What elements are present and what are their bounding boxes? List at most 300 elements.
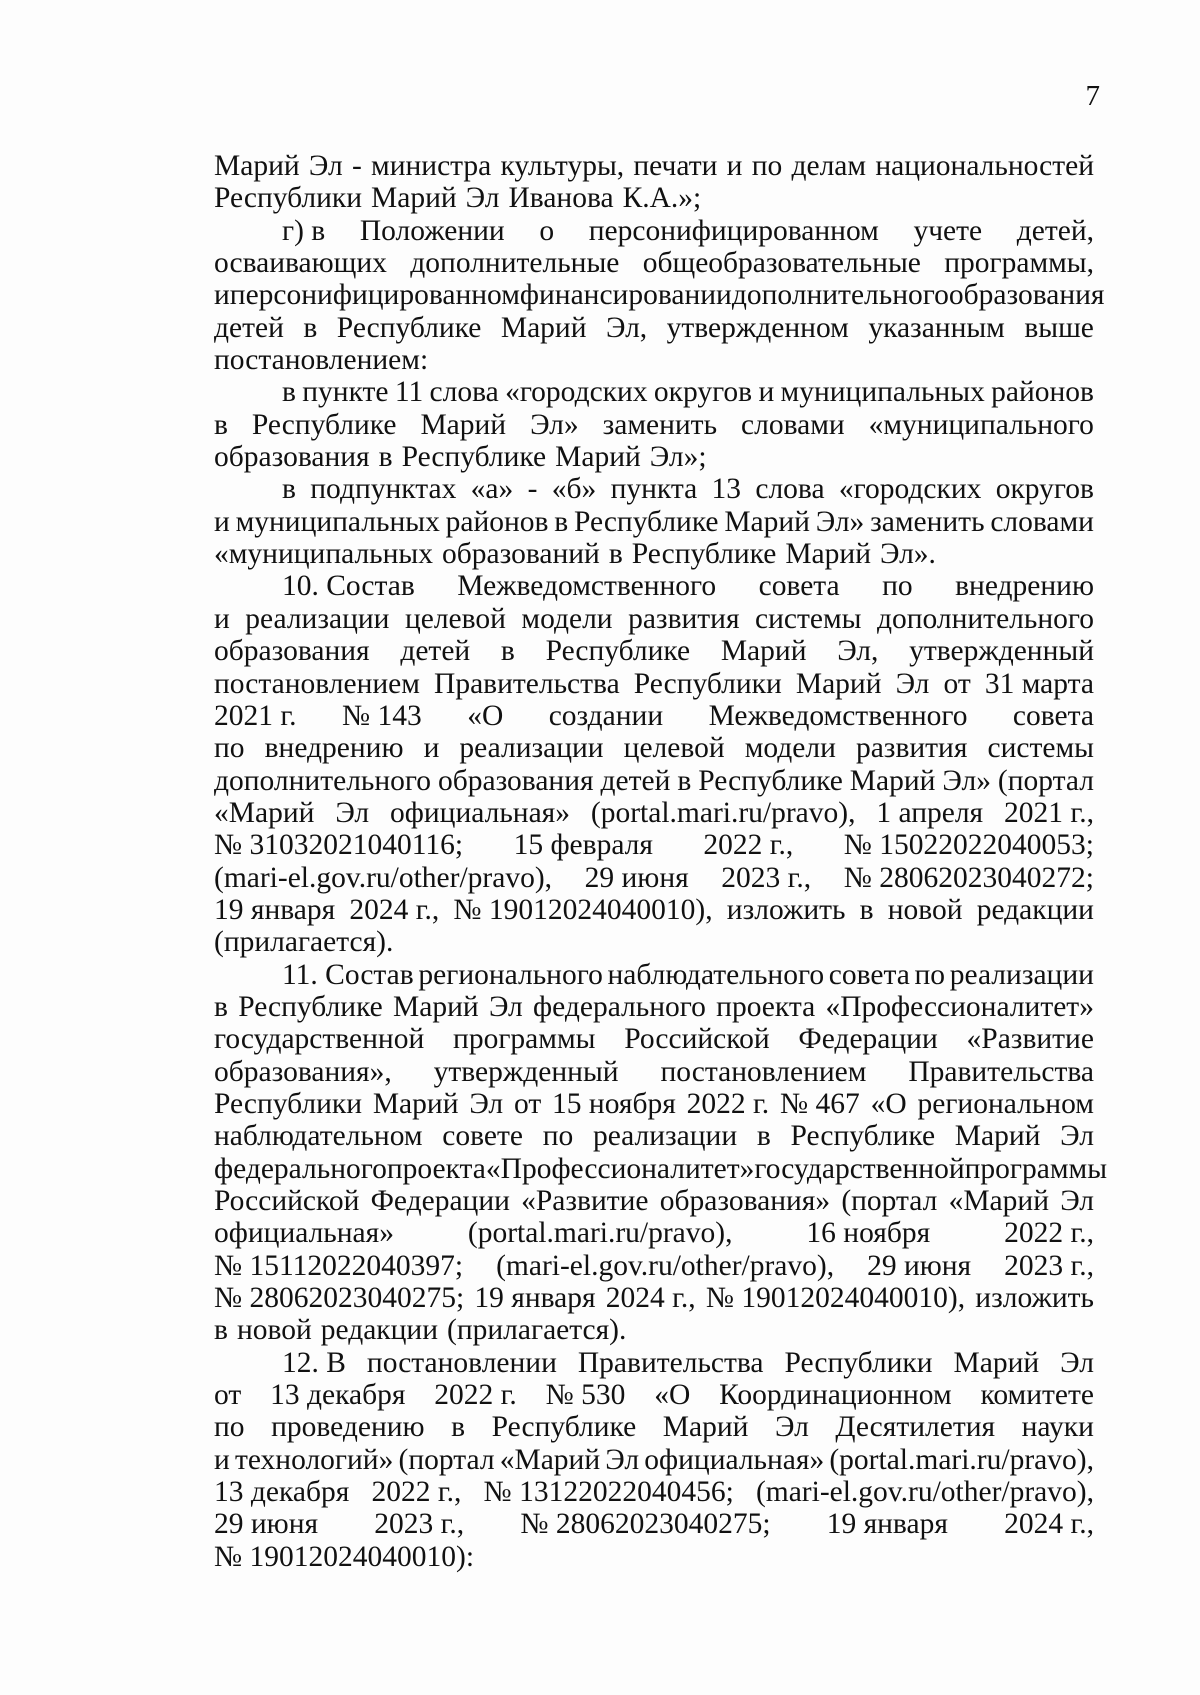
text-word: Эл [1060, 1120, 1094, 1153]
text-line [214, 1185, 1094, 1217]
text-word: проекта [386, 1152, 486, 1185]
text-word: округов [653, 376, 753, 409]
text-word: № 19012024040010), [453, 893, 713, 926]
text-word: Иванова [508, 182, 614, 215]
text-word: (mari-el.gov.ru/other/pravo), [496, 1249, 835, 1282]
text-word: постановлением [214, 667, 420, 700]
text-word: «а» [470, 473, 514, 506]
text-word: от [943, 667, 971, 700]
text-word: по [914, 958, 946, 991]
text-word: в [451, 1411, 466, 1444]
text-word: образования [948, 279, 1105, 312]
text-word: 13 [711, 473, 742, 506]
text-word: словами [990, 505, 1094, 538]
text-word: Эл» [942, 764, 991, 797]
text-word: Марий [795, 667, 882, 700]
text-word: учете [913, 214, 983, 247]
text-word: по [882, 570, 913, 603]
text-word: редакции [320, 1314, 439, 1347]
text-word: и [423, 732, 440, 765]
text-line [214, 538, 1094, 570]
text-word: осваивающих [214, 247, 387, 280]
text-word: 19 января [474, 1282, 596, 1315]
text-word: персонифицированном [588, 214, 879, 247]
text-word: Республике [698, 764, 843, 797]
text-word: и [758, 376, 775, 409]
text-word: официальная» [390, 796, 570, 829]
text-line [214, 894, 1094, 926]
text-line [214, 1347, 1094, 1379]
text-line [214, 312, 1094, 344]
text-word: в [677, 764, 692, 797]
text-word: Российской [214, 1185, 360, 1217]
text-word: № 31032021040116; [214, 829, 464, 862]
text-word: Марий [724, 505, 810, 538]
text-word: заменить [602, 408, 718, 441]
text-word: регионального [418, 958, 603, 991]
text-word: Эл [465, 182, 500, 215]
text-word: модели [744, 732, 836, 765]
text-line [214, 732, 1094, 764]
text-word: реализации [949, 958, 1094, 991]
text-line [214, 376, 1094, 408]
text-word: государственной [214, 1023, 425, 1056]
text-word: модели [521, 602, 613, 635]
text-word: постановлением [660, 1055, 867, 1088]
text-line [214, 1282, 1094, 1314]
text-line [214, 570, 1094, 602]
text-word: Республике [573, 505, 719, 538]
text-word: Федерации [798, 1023, 938, 1056]
text-word: в [378, 441, 393, 474]
text-word: 10. Состав [282, 570, 415, 603]
text-word: слова [755, 473, 825, 506]
text-word: пункте [302, 376, 389, 409]
text-word: дополнительного [876, 602, 1094, 635]
text-word: 29 июня [584, 861, 689, 894]
text-word: № 28062023040275; [520, 1508, 771, 1541]
text-line [214, 603, 1094, 635]
text-line [214, 441, 1094, 473]
text-word: образования [214, 441, 370, 474]
text-word: Марий [371, 182, 457, 215]
text-word: технологий» [234, 1443, 394, 1476]
text-line [214, 959, 1094, 991]
text-line [214, 215, 1094, 247]
text-line [214, 1508, 1094, 1540]
text-word: совета [758, 570, 840, 603]
text-word: «городских [505, 376, 648, 409]
text-word: Эл [1060, 1346, 1094, 1379]
text-word: «Развитие [521, 1185, 649, 1217]
text-word: № 28062023040272; [843, 861, 1094, 894]
text-word: целевой [404, 602, 506, 635]
text-word: Эл, [837, 635, 879, 668]
text-word: Эл» [530, 408, 579, 441]
text-line [214, 668, 1094, 700]
text-word: культуры, [500, 150, 625, 182]
text-word: (прилагается). [214, 926, 394, 959]
text-word: Эл, [605, 311, 648, 344]
text-word: 2022 г. [434, 1379, 517, 1412]
text-word: Республике [545, 635, 691, 668]
text-word: № 15112022040397; [214, 1249, 464, 1282]
text-word: в [282, 376, 296, 409]
text-word: 2023 г., [1004, 1249, 1094, 1282]
text-line [214, 150, 1094, 182]
text-line [214, 1023, 1094, 1055]
text-word: региональном [917, 1087, 1094, 1120]
text-word: Эл» [815, 505, 865, 538]
text-word: Марий [849, 764, 936, 797]
text-word: (портал [841, 1185, 938, 1217]
text-word: «б» [551, 473, 597, 506]
text-word: изложить [975, 1282, 1094, 1315]
text-word: (портал [398, 1443, 495, 1476]
text-word: Марий [393, 990, 479, 1023]
text-word: развития [855, 732, 968, 765]
text-word: Десятилетия [835, 1411, 996, 1444]
text-word: проекта [716, 990, 816, 1023]
text-word: - [527, 473, 538, 506]
text-word: образования» [659, 1185, 831, 1217]
text-word: федерального [533, 990, 706, 1023]
text-word: и [214, 505, 230, 538]
text-word: Эл [469, 1087, 504, 1120]
text-word: № 19012024040010): [214, 1540, 475, 1573]
text-line [214, 635, 1094, 667]
text-word: по [214, 1411, 245, 1444]
text-word: Эл [605, 1443, 640, 1476]
text-word: программы [453, 1023, 596, 1056]
text-word: дополнительные [410, 247, 620, 280]
text-word: муниципальных [780, 376, 985, 409]
text-word: дополнительного [214, 764, 432, 797]
text-word: Республике [336, 311, 482, 344]
text-word: «О [870, 1087, 907, 1120]
text-word: Республики [633, 667, 782, 700]
text-line [214, 344, 1094, 376]
text-word: утвержденный [909, 635, 1094, 668]
text-word: Марий [662, 1411, 749, 1444]
text-word: № 28062023040275; [214, 1282, 465, 1315]
text-word: по [751, 150, 783, 182]
text-line [214, 409, 1094, 441]
text-word: Марий [953, 1346, 1040, 1379]
text-line [214, 862, 1094, 894]
text-word: «городских [838, 473, 982, 506]
text-word: утвержденном [666, 311, 849, 344]
text-word: финансировании [519, 279, 732, 312]
text-word: официальная» [214, 1217, 394, 1250]
text-word: районов [991, 376, 1094, 409]
text-word: по [214, 732, 245, 765]
text-word: в [303, 311, 318, 344]
text-word: дополнительного [731, 279, 949, 312]
text-word: (portal.mari.ru/pravo), [590, 796, 856, 829]
text-line [214, 991, 1094, 1023]
text-word: Правительства [434, 667, 620, 700]
text-word: муниципальных [235, 505, 440, 538]
text-word: в [500, 635, 515, 668]
text-line [214, 1217, 1094, 1249]
text-word: постановлением: [214, 344, 429, 377]
text-word: печати [633, 150, 718, 182]
text-word: Российской [624, 1023, 770, 1056]
text-word: 2024 г., [1004, 1508, 1094, 1541]
text-word: № 530 [545, 1379, 626, 1412]
text-word: № 15022022040053; [843, 829, 1094, 862]
text-word: Марий [420, 408, 507, 441]
text-word: и [214, 279, 230, 312]
text-word: пункта [610, 473, 698, 506]
text-word: от [513, 1087, 542, 1120]
text-word: Положении [359, 214, 505, 247]
text-word: персонифицированном [229, 279, 520, 312]
text-word: в [214, 990, 228, 1023]
text-word: Марий [785, 538, 871, 571]
text-word: «О [654, 1379, 691, 1412]
text-word: наблюдательного [607, 958, 825, 991]
text-line [214, 247, 1094, 279]
text-word: Федерации [370, 1185, 510, 1217]
text-word: Координационном [719, 1379, 952, 1412]
text-word: целевой [623, 732, 725, 765]
text-word: Марий [720, 635, 807, 668]
text-line [214, 765, 1094, 797]
text-word: создании [548, 699, 664, 732]
text-line [214, 1411, 1094, 1443]
text-word: (прилагается). [447, 1314, 627, 1347]
text-word: совета [1012, 699, 1094, 732]
text-word: редакции [976, 893, 1094, 926]
text-word: Республике [401, 441, 547, 474]
text-word: наблюдательном [214, 1120, 423, 1153]
document-body [214, 150, 1108, 1573]
text-word: новой [887, 893, 963, 926]
text-word: «Марий [948, 1185, 1049, 1217]
text-word: 2022 г., [1004, 1217, 1094, 1250]
text-word: совете [442, 1120, 523, 1153]
text-word: № 19012024040010), [705, 1282, 966, 1315]
text-word: программы, [944, 247, 1094, 280]
text-word: развития [628, 602, 740, 635]
text-word: 31 марта [984, 667, 1094, 700]
text-word: детей, [1016, 214, 1094, 247]
text-word: (portal.mari.ru/pravo), [467, 1217, 733, 1250]
text-word: (portal.mari.ru/pravo), [829, 1443, 1094, 1476]
text-word: и [726, 150, 743, 182]
text-line [214, 829, 1094, 861]
text-word: в [214, 1314, 228, 1347]
text-word: образования», [214, 1055, 392, 1088]
text-word: образования [437, 764, 594, 797]
text-line [214, 1250, 1094, 1282]
text-line [214, 1056, 1094, 1088]
text-word: районов [445, 505, 549, 538]
text-word: по [542, 1120, 574, 1153]
text-line [214, 279, 1105, 312]
text-word: в [859, 893, 874, 926]
text-line [214, 1088, 1094, 1120]
text-word: Марий [372, 1087, 459, 1120]
text-word: постановлении [366, 1346, 557, 1379]
text-line [214, 700, 1094, 732]
text-word: детей [400, 635, 471, 668]
text-word: Республике [251, 408, 397, 441]
text-word: (mari-el.gov.ru/other/pravo), [214, 861, 553, 894]
text-line [214, 1152, 1108, 1185]
text-word: Республики [214, 1087, 362, 1120]
text-word: и [214, 602, 230, 635]
text-word: Эл [1060, 1185, 1094, 1217]
text-word: 1 апреля [876, 796, 984, 829]
text-line [214, 1476, 1094, 1508]
text-word: 12. В [282, 1346, 346, 1379]
text-line [214, 926, 1094, 958]
text-word: детей [214, 311, 284, 344]
text-word: 13 декабря [270, 1379, 406, 1412]
text-word: Эл»; [649, 441, 707, 474]
text-word: «О [467, 699, 504, 732]
text-word: национальностей [875, 150, 1094, 182]
text-line [214, 1541, 1094, 1573]
text-word: 2024 г., [349, 893, 440, 926]
text-word: реализации [245, 602, 390, 635]
text-line [214, 182, 1094, 214]
text-line [214, 473, 1094, 505]
text-word: министра [371, 150, 492, 182]
text-word: от [214, 1379, 242, 1412]
text-word: науки [1021, 1411, 1094, 1444]
text-word: проведению [271, 1411, 425, 1444]
text-word: новой [236, 1314, 312, 1347]
text-word: общеобразовательные [642, 247, 921, 280]
text-word: Республике [631, 538, 777, 571]
text-word: заменить [870, 505, 985, 538]
text-word: 16 ноября [806, 1217, 931, 1250]
text-word: округов [995, 473, 1094, 506]
text-word: «муниципального [868, 408, 1094, 441]
text-word: изложить [726, 893, 846, 926]
text-word: Республике [491, 1411, 637, 1444]
text-word: слова [429, 376, 499, 409]
text-word: «Марий [214, 796, 315, 829]
text-word: Республики [214, 182, 362, 215]
text-word: 2022 г. [686, 1087, 770, 1120]
text-word: реализации [459, 732, 604, 765]
text-word: в [554, 505, 569, 538]
text-word: 2022 г., [371, 1476, 462, 1509]
text-word: «Развитие [966, 1023, 1094, 1056]
text-word: 15 февраля [513, 829, 653, 862]
text-word: в [282, 473, 296, 506]
text-line [214, 1444, 1094, 1476]
text-word: «муниципальных [214, 538, 433, 571]
text-word: Эл [895, 667, 930, 700]
text-word: Правительства [577, 1346, 764, 1379]
text-word: 19 января [214, 893, 336, 926]
text-word: Межведомственного [708, 699, 968, 732]
text-word: 19 января [826, 1508, 948, 1541]
text-word: 2023 г., [374, 1508, 465, 1541]
text-word: комитете [980, 1379, 1094, 1412]
text-word: 11 [394, 376, 424, 409]
text-word: г) в [282, 214, 326, 247]
text-word: Эл». [879, 538, 936, 571]
text-word: Эл [308, 150, 343, 182]
text-word: образования [214, 635, 370, 668]
page-number: 7 [1085, 80, 1100, 112]
text-word: в [214, 408, 228, 441]
text-word: образований [442, 538, 600, 571]
text-word: 2021 г. [214, 699, 297, 732]
text-line [214, 1379, 1094, 1411]
text-word: № 467 [779, 1087, 860, 1120]
text-word: Марий [500, 311, 587, 344]
text-word: Межведомственного [457, 570, 717, 603]
text-word: Марий [214, 150, 300, 182]
text-word: К.А.»; [622, 182, 702, 215]
text-word: в [756, 1120, 771, 1153]
text-word: системы [755, 602, 862, 635]
text-word: - [351, 150, 362, 182]
text-word: 11. Состав [282, 958, 414, 991]
text-word: 2022 г., [703, 829, 794, 862]
text-word: указанным [868, 311, 1005, 344]
text-word: № 143 [341, 699, 422, 732]
text-word: Эл [335, 796, 370, 829]
text-word: выше [1024, 311, 1094, 344]
text-word: Республике [790, 1120, 936, 1153]
text-word: федерального [214, 1152, 387, 1185]
text-word: о [539, 214, 555, 247]
text-line [214, 1120, 1094, 1152]
text-word: и [214, 1443, 230, 1476]
text-line [214, 1314, 1094, 1346]
text-word: Республике [238, 990, 383, 1023]
text-word: «Марий [499, 1443, 601, 1476]
text-line [214, 506, 1094, 538]
text-word: Марий [954, 1120, 1041, 1153]
text-word: Эл [488, 990, 523, 1023]
text-word: словами [741, 408, 845, 441]
text-word: (mari-el.gov.ru/other/pravo), [755, 1476, 1094, 1509]
text-word: внедрению [264, 732, 404, 765]
text-word: детей [600, 764, 671, 797]
text-word: «Профессионалитет» [825, 990, 1094, 1023]
text-word: программы [964, 1152, 1108, 1185]
text-word: 2021 г., [1004, 796, 1094, 829]
text-word: внедрению [955, 570, 1094, 603]
text-word: реализации [592, 1120, 738, 1153]
text-word: системы [987, 732, 1094, 765]
text-word: официальная» [644, 1443, 825, 1476]
text-word: 2024 г., [605, 1282, 696, 1315]
text-word: 15 ноября [552, 1087, 676, 1120]
text-word: подпунктах [310, 473, 457, 506]
text-word: (портал [997, 764, 1094, 797]
text-word: 2023 г., [721, 861, 812, 894]
text-word: государственной [754, 1152, 965, 1185]
text-word: Правительства [908, 1055, 1094, 1088]
text-word: совета [828, 958, 910, 991]
text-line [214, 797, 1094, 829]
text-word: в [608, 538, 623, 571]
text-word: делам [791, 150, 867, 182]
text-word: № 13122022040456; [483, 1476, 734, 1509]
text-word: 29 июня [214, 1508, 319, 1541]
